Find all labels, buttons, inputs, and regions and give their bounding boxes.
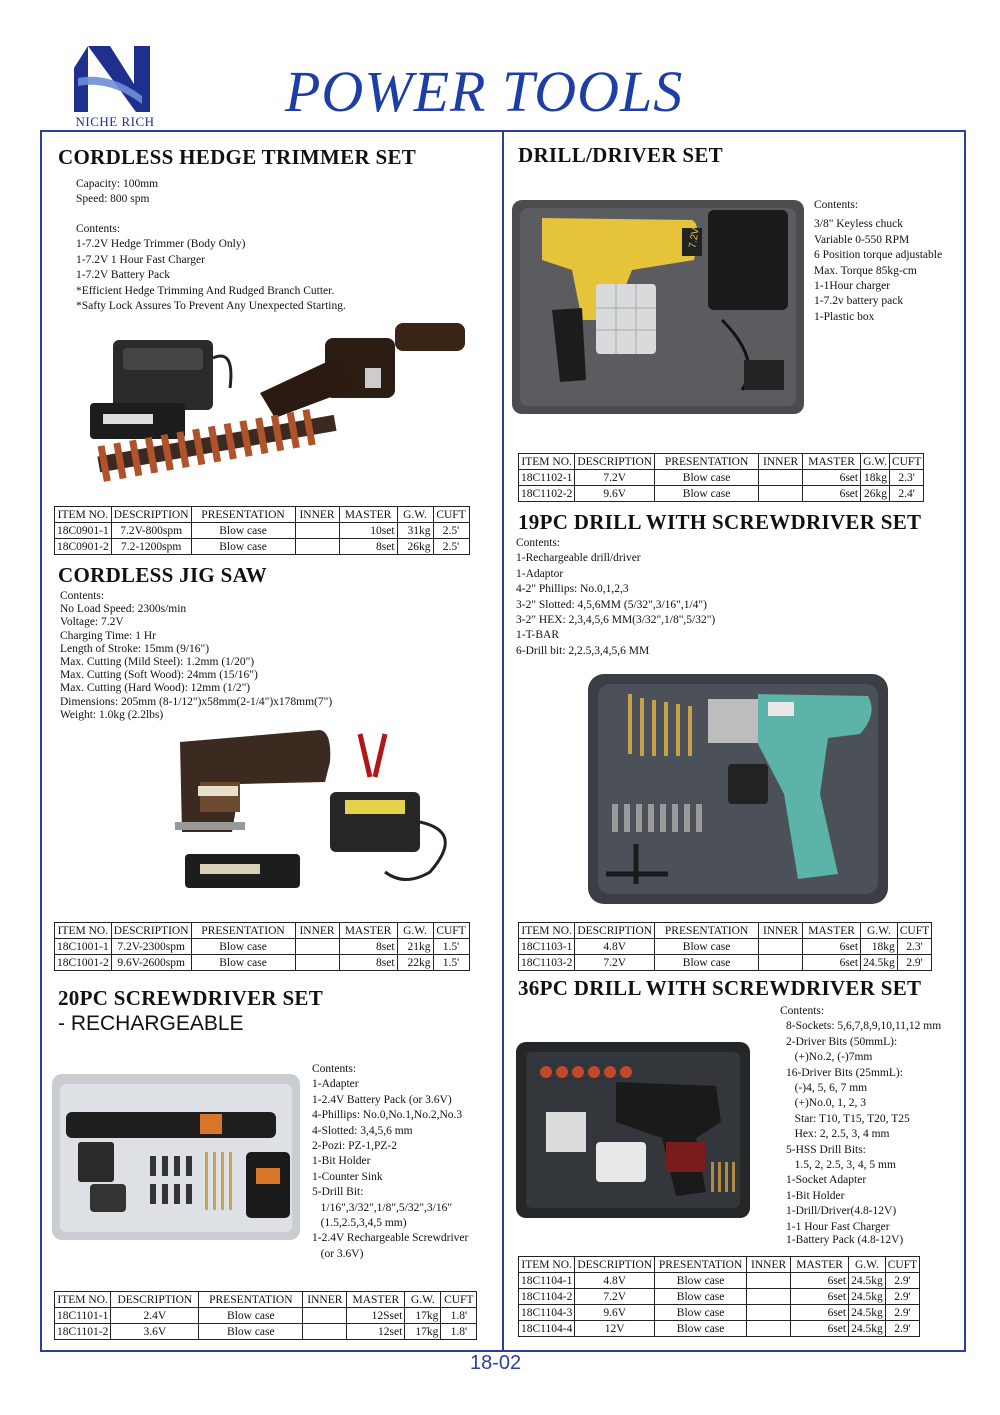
battery-label: 7.2V bbox=[687, 226, 702, 250]
drill-driver-table bbox=[518, 453, 924, 502]
cell bbox=[295, 539, 339, 555]
col-presentation: PRESENTATION bbox=[655, 454, 759, 470]
column-divider bbox=[502, 130, 504, 1352]
content-line: Max. Cutting (Soft Wood): 24mm (15/16") bbox=[60, 669, 258, 682]
content-line: 6 Position torque adjustable bbox=[814, 249, 943, 262]
content-line: (+)No.0, 1, 2, 3 bbox=[786, 1097, 866, 1110]
page-title: POWER TOOLS bbox=[285, 59, 684, 124]
cell: 18C1001-2 bbox=[55, 955, 112, 971]
content-line: (1.5,2.5,3,4,5 mm) bbox=[312, 1217, 407, 1230]
col-gw: G.W. bbox=[397, 507, 433, 523]
cell: 9.6V-2600spm bbox=[111, 955, 191, 971]
content-line: 1-7.2v battery pack bbox=[814, 295, 904, 308]
cell bbox=[747, 1289, 791, 1305]
cell: Blow case bbox=[191, 955, 295, 971]
content-line: (+)No.2, (-)7mm bbox=[786, 1051, 873, 1064]
cell: 18C1104-4 bbox=[519, 1321, 575, 1337]
cell: 7.2V-800spm bbox=[111, 523, 191, 539]
content-line: 6-Drill bit: 2,2.5,3,4,5,6 MM bbox=[516, 644, 650, 657]
content-line: 1-7.2V Battery Pack bbox=[76, 269, 171, 282]
cell: 18C1101-1 bbox=[55, 1308, 111, 1324]
cell: 6set bbox=[791, 1305, 849, 1321]
table-row bbox=[519, 939, 932, 955]
table-row bbox=[55, 523, 470, 539]
cell: 6set bbox=[803, 939, 861, 955]
cell: Blow case bbox=[655, 955, 759, 971]
content-line: 1-7.2V 1 Hour Fast Charger bbox=[76, 253, 205, 266]
cell: 24.5kg bbox=[849, 1321, 886, 1337]
col-presentation: PRESENTATION bbox=[655, 923, 759, 939]
drill-driver-title: DRILL/DRIVER SET bbox=[518, 143, 723, 167]
col-description: DESCRIPTION bbox=[111, 507, 191, 523]
table-row bbox=[519, 1321, 920, 1337]
content-line: 1-Rechargeable drill/driver bbox=[516, 552, 641, 565]
screwdriver-set-photo bbox=[50, 1072, 302, 1242]
cell: 18C0901-2 bbox=[55, 539, 112, 555]
screwdriver-set-contents bbox=[312, 1062, 468, 1262]
cell: 2.9' bbox=[897, 955, 931, 971]
cell: 12Sset bbox=[347, 1308, 405, 1324]
col-gw: G.W. bbox=[861, 454, 890, 470]
cell: 2.9' bbox=[885, 1273, 919, 1289]
cell: 8set bbox=[339, 939, 397, 955]
drill-19pc-contents bbox=[516, 536, 715, 659]
content-line: Star: T10, T15, T20, T25 bbox=[786, 1112, 910, 1125]
niche-rich-logo bbox=[70, 44, 160, 132]
cell: 7.2V-2300spm bbox=[111, 939, 191, 955]
cell: 24.5kg bbox=[849, 1273, 886, 1289]
cell: 17kg bbox=[405, 1308, 441, 1324]
content-line: *Safty Lock Assures To Prevent Any Unexpected Starting. bbox=[76, 300, 346, 313]
content-line: 4-2" Phillips: No.0,1,2,3 bbox=[516, 583, 629, 596]
content-line: 3-2" HEX: 2,3,4,5,6 MM(3/32",1/8",5/32") bbox=[516, 614, 716, 627]
content-line: 1-Counter Sink bbox=[312, 1170, 383, 1183]
content-line: Contents: bbox=[814, 199, 859, 211]
col-cuft: CUFT bbox=[441, 1292, 477, 1308]
drill-36pc-photo bbox=[516, 1042, 750, 1218]
cell: 18C1104-1 bbox=[519, 1273, 575, 1289]
cell: 3.6V bbox=[111, 1324, 199, 1340]
cell: 2.5' bbox=[433, 539, 469, 555]
cell: 26kg bbox=[861, 486, 890, 502]
content-line: Contents: bbox=[780, 1005, 825, 1017]
col-description: DESCRIPTION bbox=[111, 923, 191, 939]
content-line: Max. Cutting (Hard Wood): 12mm (1/2") bbox=[60, 682, 251, 695]
cell: 1.8' bbox=[441, 1308, 477, 1324]
table-row bbox=[55, 939, 470, 955]
table-row bbox=[55, 955, 470, 971]
cell bbox=[759, 955, 803, 971]
table-header-row bbox=[519, 1257, 920, 1273]
content-line: 1-1 Hour Fast Charger bbox=[786, 1220, 890, 1233]
col-inner: INNER bbox=[747, 1257, 791, 1273]
cell bbox=[759, 486, 803, 502]
col-gw: G.W. bbox=[397, 923, 433, 939]
col-item-no: ITEM NO. bbox=[55, 1292, 111, 1308]
jig-saw-table bbox=[54, 922, 470, 971]
spec-line: Speed: 800 spm bbox=[76, 193, 150, 206]
content-line: Weight: 1.0kg (2.2lbs) bbox=[60, 708, 164, 721]
drill-19pc-title: 19PC DRILL WITH SCREWDRIVER SET bbox=[518, 510, 922, 534]
cell: 18C1001-1 bbox=[55, 939, 112, 955]
cell: 12V bbox=[575, 1321, 655, 1337]
cell: 2.9' bbox=[885, 1289, 919, 1305]
col-master: MASTER bbox=[791, 1257, 849, 1273]
content-line: *Efficient Hedge Trimming And Rudged Branch Cutter. bbox=[76, 284, 335, 297]
jig-saw-photo bbox=[170, 722, 470, 897]
cell: 21kg bbox=[397, 939, 433, 955]
cell: Blow case bbox=[191, 539, 295, 555]
content-line: No Load Speed: 2300s/min bbox=[60, 603, 187, 616]
cell: 6set bbox=[791, 1273, 849, 1289]
col-item-no: ITEM NO. bbox=[55, 507, 112, 523]
cell: 2.3' bbox=[897, 939, 931, 955]
cell: 6set bbox=[791, 1321, 849, 1337]
table-header-row bbox=[55, 507, 470, 523]
hedge-trimmer-contents bbox=[76, 222, 346, 314]
table-header-row bbox=[519, 454, 924, 470]
content-line: 1-Plastic box bbox=[814, 310, 875, 323]
cell: 7.2-1200spm bbox=[111, 539, 191, 555]
cell: Blow case bbox=[191, 523, 295, 539]
col-inner: INNER bbox=[295, 923, 339, 939]
cell: 18C1104-2 bbox=[519, 1289, 575, 1305]
cell: Blow case bbox=[199, 1324, 303, 1340]
cell: 18C1104-3 bbox=[519, 1305, 575, 1321]
content-line: (or 3.6V) bbox=[312, 1247, 364, 1260]
col-description: DESCRIPTION bbox=[575, 454, 655, 470]
cell: 18kg bbox=[861, 939, 898, 955]
col-cuft: CUFT bbox=[885, 1257, 919, 1273]
content-line: 8-Sockets: 5,6,7,8,9,10,11,12 mm bbox=[786, 1020, 942, 1033]
col-gw: G.W. bbox=[849, 1257, 886, 1273]
cell: Blow case bbox=[191, 939, 295, 955]
cell: 18C1101-2 bbox=[55, 1324, 111, 1340]
cell: 6set bbox=[803, 486, 861, 502]
content-line: (-)4, 5, 6, 7 mm bbox=[786, 1082, 868, 1095]
cell: 6set bbox=[791, 1289, 849, 1305]
content-line: Variable 0-550 RPM bbox=[814, 233, 910, 246]
table-row bbox=[519, 1289, 920, 1305]
table-header-row bbox=[55, 923, 470, 939]
col-inner: INNER bbox=[295, 507, 339, 523]
content-line: 1-Bit Holder bbox=[312, 1155, 371, 1168]
content-line: 1-2.4V Battery Pack (or 3.6V) bbox=[312, 1093, 452, 1106]
hedge-trimmer-table bbox=[54, 506, 470, 555]
table-row bbox=[55, 539, 470, 555]
screwdriver-set-table bbox=[54, 1291, 477, 1340]
content-line: 1-Bit Holder bbox=[786, 1189, 845, 1202]
drill-19pc-photo bbox=[588, 674, 888, 904]
col-cuft: CUFT bbox=[897, 923, 931, 939]
content-line: 1-Adaptor bbox=[516, 567, 564, 580]
cell: 1.5' bbox=[433, 955, 469, 971]
content-line: Max. Cutting (Mild Steel): 1.2mm (1/20") bbox=[60, 656, 255, 669]
hedge-trimmer-photo bbox=[85, 318, 470, 503]
content-line: Dimensions: 205mm (8-1/12")x58mm(2-1/4")x178mm(7") bbox=[60, 695, 333, 708]
content-line: Max. Torque 85kg-cm bbox=[814, 264, 917, 277]
table-row bbox=[55, 1308, 477, 1324]
cell: 17kg bbox=[405, 1324, 441, 1340]
screwdriver-set-subtitle: - RECHARGEABLE bbox=[58, 1012, 244, 1035]
content-line: 1-Battery Pack (4.8-12V) bbox=[786, 1234, 904, 1247]
cell: 24.5kg bbox=[861, 955, 898, 971]
col-cuft: CUFT bbox=[889, 454, 923, 470]
cell: 10set bbox=[339, 523, 397, 539]
table-header-row bbox=[55, 1292, 477, 1308]
col-master: MASTER bbox=[339, 923, 397, 939]
cell bbox=[295, 523, 339, 539]
col-master: MASTER bbox=[339, 507, 397, 523]
content-line: 3/8" Keyless chuck bbox=[814, 218, 904, 231]
col-item-no: ITEM NO. bbox=[519, 923, 575, 939]
col-presentation: PRESENTATION bbox=[199, 1292, 303, 1308]
cell: 8set bbox=[339, 539, 397, 555]
cell bbox=[747, 1305, 791, 1321]
table-row bbox=[519, 486, 924, 502]
col-inner: INNER bbox=[303, 1292, 347, 1308]
content-line: Contents: bbox=[516, 537, 561, 549]
hedge-trimmer-specs bbox=[76, 177, 158, 208]
content-line: 1-7.2V Hedge Trimmer (Body Only) bbox=[76, 238, 246, 251]
cell: 4.8V bbox=[575, 1273, 655, 1289]
col-master: MASTER bbox=[803, 923, 861, 939]
cell: 18C1102-1 bbox=[519, 470, 575, 486]
content-line: 1-T-BAR bbox=[516, 629, 560, 642]
col-description: DESCRIPTION bbox=[111, 1292, 199, 1308]
content-line: 1.5, 2, 2.5, 3, 4, 5 mm bbox=[786, 1159, 896, 1172]
cell: Blow case bbox=[655, 470, 759, 486]
cell: Blow case bbox=[655, 1305, 747, 1321]
jig-saw-title: CORDLESS JIG SAW bbox=[58, 563, 268, 587]
cell: Blow case bbox=[655, 486, 759, 502]
content-line: Hex: 2, 2.5, 3, 4 mm bbox=[786, 1128, 890, 1141]
col-description: DESCRIPTION bbox=[575, 923, 655, 939]
cell: 24.5kg bbox=[849, 1289, 886, 1305]
col-gw: G.W. bbox=[861, 923, 898, 939]
table-row bbox=[519, 1273, 920, 1289]
col-item-no: ITEM NO. bbox=[519, 454, 575, 470]
drill-36pc-title: 36PC DRILL WITH SCREWDRIVER SET bbox=[518, 976, 922, 1000]
col-item-no: ITEM NO. bbox=[55, 923, 112, 939]
cell: 2.4V bbox=[111, 1308, 199, 1324]
cell: 6set bbox=[803, 470, 861, 486]
cell: 7.2V bbox=[575, 955, 655, 971]
cell: Blow case bbox=[655, 1289, 747, 1305]
table-row bbox=[519, 955, 932, 971]
cell: 7.2V bbox=[575, 470, 655, 486]
col-presentation: PRESENTATION bbox=[655, 1257, 747, 1273]
content-line: 2-Driver Bits (50mmL): bbox=[786, 1035, 898, 1048]
cell: 22kg bbox=[397, 955, 433, 971]
screwdriver-set-title: 20PC SCREWDRIVER SET bbox=[58, 986, 324, 1010]
col-master: MASTER bbox=[347, 1292, 405, 1308]
cell bbox=[759, 470, 803, 486]
content-line: 1-Adapter bbox=[312, 1078, 359, 1091]
table-row bbox=[55, 1324, 477, 1340]
cell: 18kg bbox=[861, 470, 890, 486]
jig-saw-contents bbox=[60, 590, 332, 722]
cell: 2.5' bbox=[433, 523, 469, 539]
content-line: 4-Phillips: No.0,No.1,No.2,No.3 bbox=[312, 1109, 463, 1122]
cell: 24.5kg bbox=[849, 1305, 886, 1321]
col-gw: G.W. bbox=[405, 1292, 441, 1308]
cell: 31kg bbox=[397, 523, 433, 539]
col-master: MASTER bbox=[803, 454, 861, 470]
spec-line: Capacity: 100mm bbox=[76, 178, 159, 190]
drill-19pc-table bbox=[518, 922, 932, 971]
content-line: 1-2.4V Rechargeable Screwdriver bbox=[312, 1232, 469, 1245]
col-presentation: PRESENTATION bbox=[191, 923, 295, 939]
content-line: Length of Stroke: 15mm (9/16") bbox=[60, 642, 210, 655]
cell: 9.6V bbox=[575, 486, 655, 502]
content-line: Voltage: 7.2V bbox=[60, 616, 124, 629]
content-line: Contents: bbox=[76, 223, 121, 235]
table-row bbox=[519, 1305, 920, 1321]
cell bbox=[303, 1308, 347, 1324]
cell: 1.5' bbox=[433, 939, 469, 955]
cell: 2.4' bbox=[889, 486, 923, 502]
content-line: 16-Driver Bits (25mmL): bbox=[786, 1066, 903, 1079]
col-item-no: ITEM NO. bbox=[519, 1257, 575, 1273]
cell bbox=[303, 1324, 347, 1340]
cell: Blow case bbox=[655, 1321, 747, 1337]
cell: 4.8V bbox=[575, 939, 655, 955]
logo-mark-icon bbox=[70, 44, 160, 114]
cell: 1.8' bbox=[441, 1324, 477, 1340]
table-header-row bbox=[519, 923, 932, 939]
content-line: 2-Pozi: PZ-1,PZ-2 bbox=[312, 1140, 397, 1153]
cell: 26kg bbox=[397, 539, 433, 555]
cell: Blow case bbox=[655, 1273, 747, 1289]
content-line: 1/16",3/32",1/8",5/32",3/16" bbox=[312, 1201, 453, 1214]
drill-36pc-table bbox=[518, 1256, 920, 1337]
cell bbox=[747, 1321, 791, 1337]
page-number: 18-02 bbox=[470, 1352, 522, 1374]
col-inner: INNER bbox=[759, 923, 803, 939]
drill-driver-photo bbox=[512, 200, 804, 414]
content-line: 1-1Hour charger bbox=[814, 280, 891, 293]
hedge-trimmer-title: CORDLESS HEDGE TRIMMER SET bbox=[58, 145, 417, 169]
col-cuft: CUFT bbox=[433, 507, 469, 523]
content-line: 4-Slotted: 3,4,5,6 mm bbox=[312, 1124, 413, 1137]
col-description: DESCRIPTION bbox=[575, 1257, 655, 1273]
content-line: Contents: bbox=[312, 1063, 357, 1075]
cell: 18C1102-2 bbox=[519, 486, 575, 502]
cell bbox=[295, 939, 339, 955]
cell: 2.9' bbox=[885, 1321, 919, 1337]
cell: Blow case bbox=[199, 1308, 303, 1324]
content-line: 5-HSS Drill Bits: bbox=[786, 1143, 866, 1156]
content-line: 1-Drill/Driver(4.8-12V) bbox=[786, 1205, 897, 1218]
cell: 6set bbox=[803, 955, 861, 971]
drill-36pc-contents bbox=[780, 1004, 942, 1247]
col-cuft: CUFT bbox=[433, 923, 469, 939]
cell: 7.2V bbox=[575, 1289, 655, 1305]
content-line: 1-Socket Adapter bbox=[786, 1174, 867, 1187]
cell bbox=[295, 955, 339, 971]
cell: 8set bbox=[339, 955, 397, 971]
table-row bbox=[519, 470, 924, 486]
cell bbox=[747, 1273, 791, 1289]
cell: 12set bbox=[347, 1324, 405, 1340]
cell: Blow case bbox=[655, 939, 759, 955]
cell: 2.9' bbox=[885, 1305, 919, 1321]
content-line: Charging Time: 1 Hr bbox=[60, 629, 156, 642]
col-inner: INNER bbox=[759, 454, 803, 470]
cell: 2.3' bbox=[889, 470, 923, 486]
cell: 18C1103-1 bbox=[519, 939, 575, 955]
cell bbox=[759, 939, 803, 955]
drill-driver-contents bbox=[814, 198, 942, 325]
cell: 18C1103-2 bbox=[519, 955, 575, 971]
content-line: 3-2" Slotted: 4,5,6MM (5/32",3/16",1/4") bbox=[516, 598, 707, 611]
content-line: Contents: bbox=[60, 590, 105, 602]
content-line: 5-Drill Bit: bbox=[312, 1186, 364, 1199]
cell: 18C0901-1 bbox=[55, 523, 112, 539]
cell: 9.6V bbox=[575, 1305, 655, 1321]
col-presentation: PRESENTATION bbox=[191, 507, 295, 523]
logo-text: NICHE RICH bbox=[75, 114, 155, 129]
